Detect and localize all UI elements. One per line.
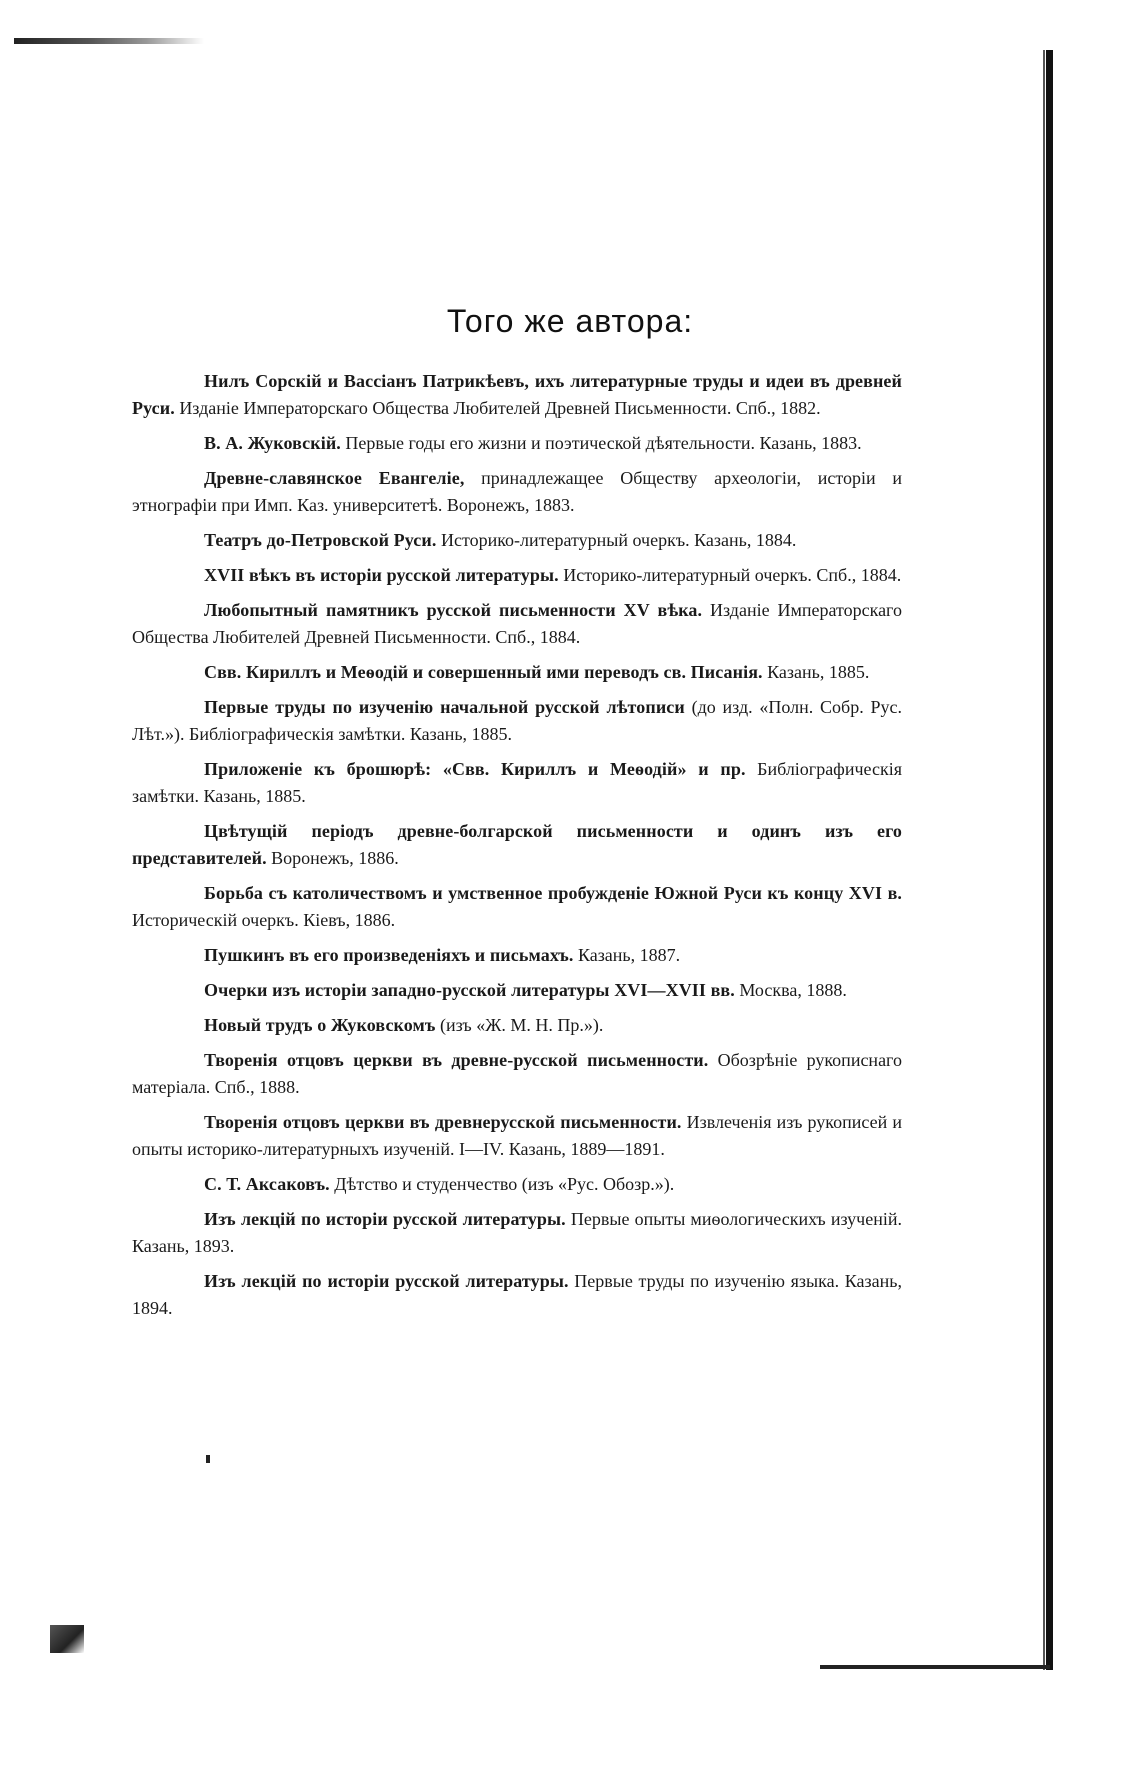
work-title: Творенія отцовъ церкви въ древнерусской письменности. bbox=[204, 1112, 682, 1132]
work-details: Историко-литературный очеркъ. Казань, 1884. bbox=[436, 530, 797, 550]
work-title: Очерки изъ исторіи западно-русской литературы XVI—XVII вв. bbox=[204, 980, 735, 1000]
work-title: Свв. Кириллъ и Меѳодій и совершенный ими переводъ св. Писанія. bbox=[204, 662, 763, 682]
list-item bbox=[132, 977, 902, 1004]
ink-mark bbox=[206, 1455, 210, 1463]
work-details: Извлеченія изъ рукописей и опыты историко-литературныхъ изученій. I—IV. Казань, 1889—1891. bbox=[132, 1112, 902, 1159]
bibliography-list bbox=[132, 368, 902, 1330]
work-title: С. Т. Аксаковъ. bbox=[204, 1174, 330, 1194]
work-title: Изъ лекцій по исторіи русской литературы. bbox=[204, 1209, 566, 1229]
work-title: Пушкинъ въ его произведеніяхъ и письмахъ. bbox=[204, 945, 574, 965]
list-item bbox=[132, 1047, 902, 1101]
list-item bbox=[132, 1109, 902, 1163]
work-details: Обозрѣніе рукописнаго матеріала. Спб., 1888. bbox=[132, 1050, 902, 1097]
work-details: Воронежъ, 1886. bbox=[266, 848, 399, 868]
list-item bbox=[132, 1206, 902, 1260]
work-title: Любопытный памятникъ русской письменности XV вѣка. bbox=[204, 600, 703, 620]
work-details: Казань, 1885. bbox=[762, 662, 870, 682]
list-item bbox=[132, 818, 902, 872]
list-item bbox=[132, 1012, 902, 1039]
work-title: Нилъ Сорскій и Вассіанъ Патрикѣевъ, ихъ литературные труды и идеи въ древней Руси. bbox=[132, 371, 902, 418]
work-details: Дѣтство и студенчество (изъ «Рус. Обозр.»). bbox=[329, 1174, 675, 1194]
scan-edge-bottom bbox=[820, 1665, 1050, 1669]
work-details: Первые труды по изученію языка. Казань, 1894. bbox=[132, 1271, 902, 1318]
work-details: (до изд. «Полн. Собр. Рус. Лѣт.»). Библіографическія замѣтки. Казань, 1885. bbox=[132, 697, 902, 744]
work-title: В. А. Жуковскій. bbox=[204, 433, 341, 453]
scan-smudge-top bbox=[14, 38, 204, 44]
work-details: Историческій очеркъ. Кіевъ, 1886. bbox=[132, 910, 396, 930]
list-item bbox=[132, 368, 902, 422]
list-item bbox=[132, 694, 902, 748]
work-title: Приложеніе къ брошюрѣ: «Свв. Кириллъ и Меѳодій» и пр. bbox=[204, 759, 746, 779]
work-details: принадлежащее Обществу археологіи, исторіи и этнографіи при Имп. Каз. университетѣ. Воронежъ, 1883. bbox=[132, 468, 902, 515]
work-title: XVII вѣкъ въ исторіи русской литературы. bbox=[204, 565, 559, 585]
list-item bbox=[132, 1171, 902, 1198]
list-item bbox=[132, 659, 902, 686]
list-item bbox=[132, 527, 902, 554]
work-details: Историко-литературный очеркъ. Спб., 1884. bbox=[558, 565, 902, 585]
work-details: (изъ «Ж. М. Н. Пр.»). bbox=[435, 1015, 604, 1035]
work-details: Изданіе Императорскаго Общества Любителей Древней Письменности. Спб., 1882. bbox=[174, 398, 821, 418]
work-title: Цвѣтущій періодъ древне-болгарской письменности и одинъ изъ его представителей. bbox=[132, 821, 902, 868]
work-title: Новый трудъ о Жуковскомъ bbox=[204, 1015, 436, 1035]
work-title: Первые труды по изученію начальной русской лѣтописи bbox=[204, 697, 685, 717]
work-title: Театръ до-Петровской Руси. bbox=[204, 530, 437, 550]
list-item bbox=[132, 597, 902, 651]
list-item bbox=[132, 465, 902, 519]
list-item bbox=[132, 562, 902, 589]
work-details: Первые опыты миѳологическихъ изученій. Казань, 1893. bbox=[132, 1209, 902, 1256]
work-title: Древне-славянское Евангеліе, bbox=[204, 468, 465, 488]
work-details: Библіографическія замѣтки. Казань, 1885. bbox=[132, 759, 902, 806]
work-title: Творенія отцовъ церкви въ древне-русской письменности. bbox=[204, 1050, 709, 1070]
list-item bbox=[132, 880, 902, 934]
work-details: Москва, 1888. bbox=[734, 980, 847, 1000]
work-title: Изъ лекцій по исторіи русской литературы. bbox=[204, 1271, 569, 1291]
work-details: Казань, 1887. bbox=[573, 945, 681, 965]
list-item bbox=[132, 756, 902, 810]
list-item bbox=[132, 430, 902, 457]
scan-smudge-bottom bbox=[50, 1625, 84, 1653]
work-title: Борьба съ католичествомъ и умственное пробужденіе Южной Руси къ концу XVI в. bbox=[204, 883, 902, 903]
work-details: Изданіе Императорскаго Общества Любителей Древней Письменности. Спб., 1884. bbox=[132, 600, 902, 647]
page-title: Того же автора: bbox=[446, 303, 694, 339]
list-item bbox=[132, 942, 902, 969]
work-details: Первые годы его жизни и поэтической дѣятельности. Казань, 1883. bbox=[340, 433, 862, 453]
list-item bbox=[132, 1268, 902, 1322]
scan-edge-right bbox=[1046, 50, 1053, 1670]
